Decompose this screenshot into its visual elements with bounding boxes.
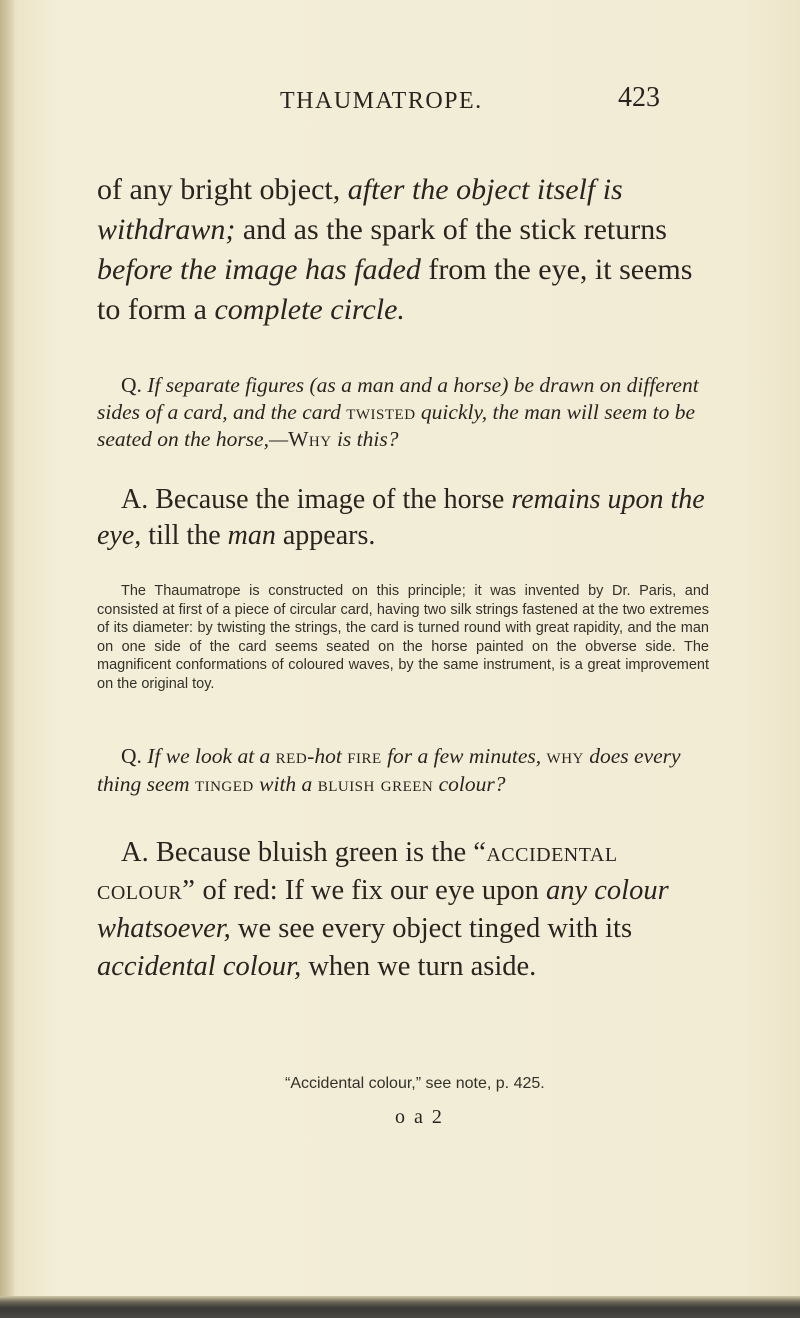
small-caps-word: tinged — [194, 772, 254, 796]
text-run: from the eye, it seems to form a — [97, 253, 693, 326]
page-bottom-edge — [0, 1296, 800, 1318]
question-2 — [97, 742, 709, 798]
answer-text: Because bluish green is the — [155, 837, 467, 868]
answer-text: of red: If we fix our eye upon — [202, 875, 539, 906]
answer-text: appears. — [282, 520, 376, 551]
question-text: quickly, the man will seem to be seated on the horse,— — [97, 400, 695, 451]
printer-signature: o a 2 — [395, 1106, 444, 1128]
small-caps-word: Why — [288, 427, 332, 451]
page-number: 423 — [618, 82, 660, 113]
continued-paragraph — [97, 170, 709, 330]
question-1 — [97, 372, 709, 453]
italic-run: after the object itself is withdrawn; — [97, 173, 623, 246]
running-head: THAUMATROPE. — [280, 88, 483, 114]
page-header — [280, 82, 660, 124]
answer-text: we see every object tinged with its — [237, 913, 633, 944]
question-text: with a — [259, 772, 313, 796]
question-label: Q. — [121, 373, 142, 397]
answer-text: till the — [148, 520, 221, 551]
question-text: If separate figures (as a man and a horse) be drawn on different sides of a card, and the card — [97, 373, 699, 424]
small-caps-word: bluish green — [317, 772, 434, 796]
question-text: colour? — [438, 772, 506, 796]
small-caps-word: why — [546, 744, 584, 768]
italic-run: any colour whatsoever, — [97, 875, 669, 944]
question-text: -hot — [307, 744, 342, 768]
text-run: and as the spark of the stick returns — [242, 213, 667, 246]
small-caps-word: twisted — [346, 400, 416, 424]
question-text: is this? — [336, 427, 399, 451]
question-text: for a few minutes, — [387, 744, 542, 768]
answer-2 — [97, 834, 709, 986]
answer-1 — [97, 482, 709, 554]
small-caps-term: “accidental colour” — [97, 837, 618, 906]
italic-run: remains upon the eye, — [97, 484, 705, 551]
italic-run: man — [227, 520, 276, 551]
question-label: Q. — [121, 744, 142, 768]
footnote: “Accidental colour,” see note, p. 425. — [285, 1075, 545, 1092]
text-run: of any bright object, — [97, 173, 341, 206]
italic-run: accidental colour, — [97, 951, 302, 982]
question-text: If we look at a — [147, 744, 271, 768]
answer-text: Because the image of the horse — [155, 484, 505, 515]
explanatory-note: The Thaumatrope is constructed on this principle; it was invented by Dr. Paris, and consisted at first of a piece of circular card, having two silk strings fastened at the two extremes of its diameter: by twisting the strings, the card is turned round with great rapidity, and the man on one side of the card seems seated on the horse painted on the obverse side. The magnificent conformations of coloured waves, by the same instrument, is a great improvement on the original toy. — [97, 583, 709, 692]
answer-label: A. — [121, 837, 149, 868]
answer-label: A. — [121, 484, 149, 515]
small-caps-word: red — [275, 744, 308, 768]
italic-run: complete circle. — [214, 293, 405, 326]
small-caps-word: fire — [347, 744, 382, 768]
answer-text: when we turn aside. — [308, 951, 537, 982]
page-binding-edge — [0, 0, 14, 1318]
question-text: does every thing seem — [97, 744, 681, 796]
italic-run: before the image has faded — [97, 253, 421, 286]
